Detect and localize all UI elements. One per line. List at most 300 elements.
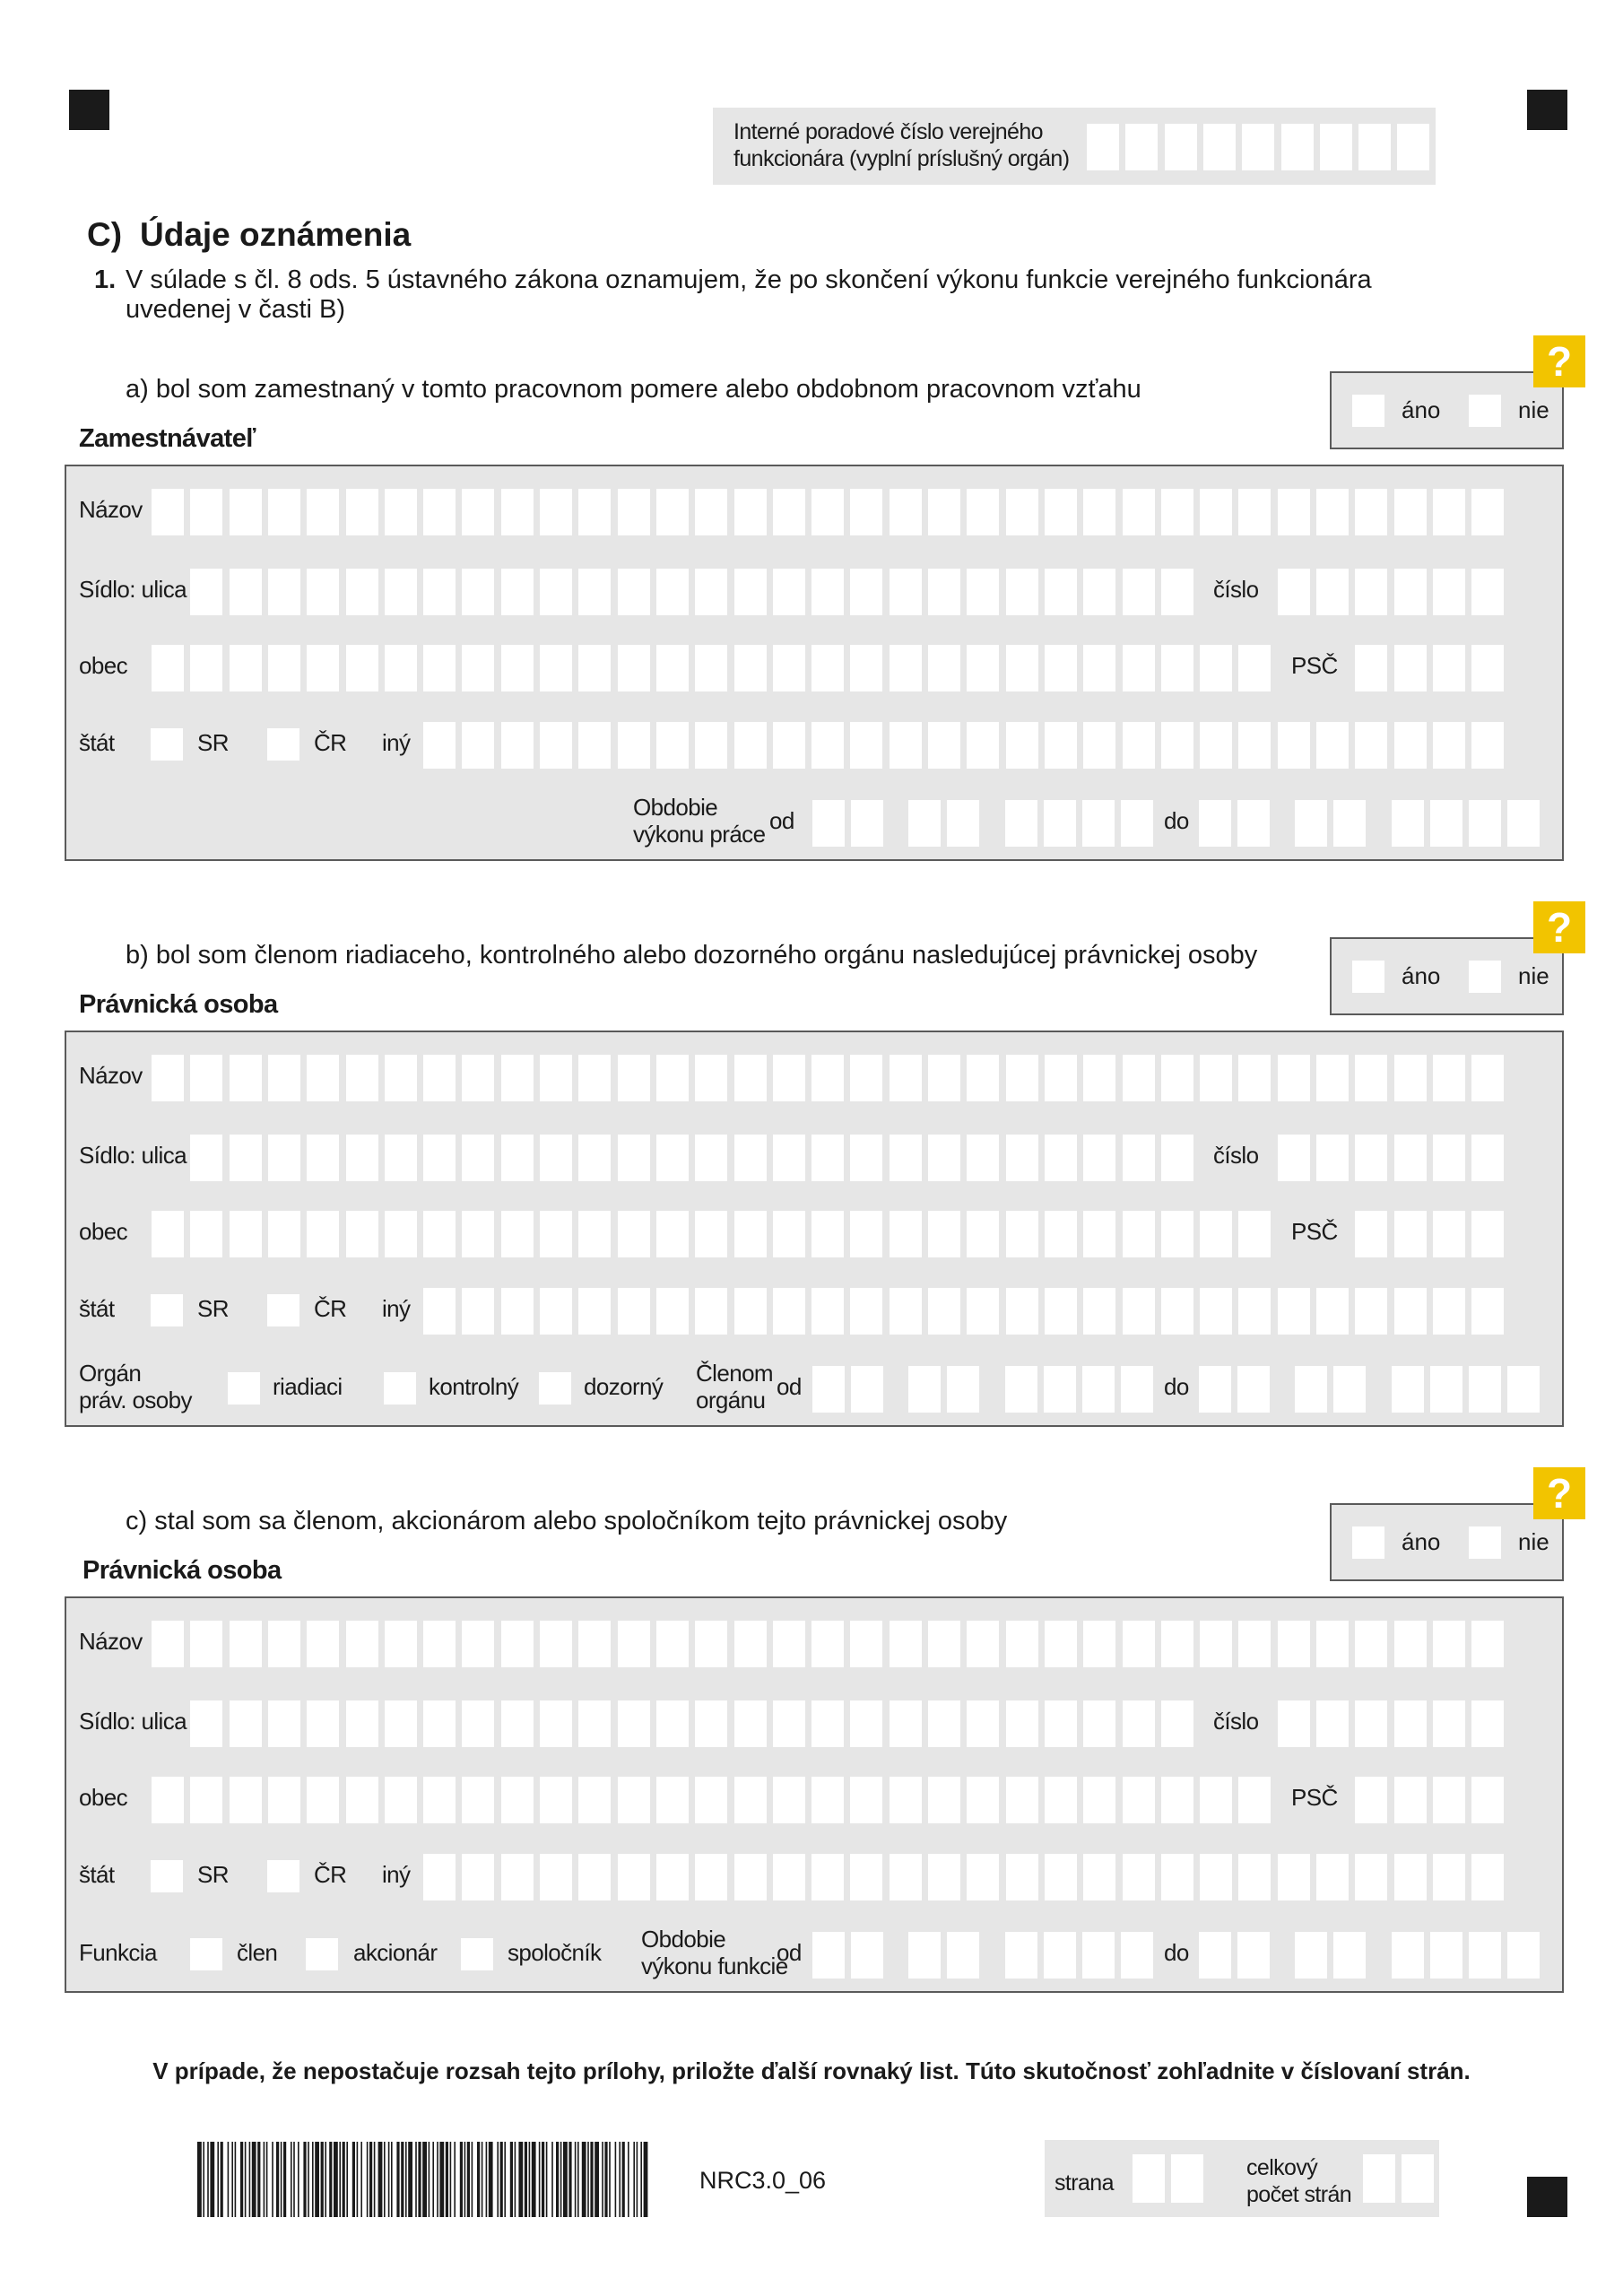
part-a-name-cell[interactable]	[152, 489, 184, 535]
part-b-other-state-cell[interactable]	[1200, 1288, 1232, 1335]
part-b-city-cell[interactable]	[850, 1211, 882, 1257]
part-a-name-cell[interactable]	[734, 489, 767, 535]
part-b-city-cell[interactable]	[501, 1211, 534, 1257]
part-b-other-state-cell[interactable]	[773, 1288, 805, 1335]
part-c-other-state-cell[interactable]	[578, 1854, 611, 1900]
part-a-other-state-cell[interactable]	[1394, 722, 1427, 769]
internal-number-cell[interactable]	[1281, 124, 1314, 170]
part-b-street-cell[interactable]	[190, 1135, 222, 1181]
part-c-date-to-cell[interactable]	[1430, 1932, 1462, 1979]
part-b-street-cell[interactable]	[656, 1135, 689, 1181]
part-c-other-state-cell[interactable]	[656, 1854, 689, 1900]
part-a-city-cell[interactable]	[1394, 645, 1427, 691]
part-b-date-from-cell[interactable]	[1005, 1366, 1037, 1413]
part-a-city-cell[interactable]	[967, 645, 999, 691]
part-a-other-state-cell[interactable]	[734, 722, 767, 769]
part-c-city-cell[interactable]	[423, 1777, 456, 1823]
part-c-date-to-cell[interactable]	[1237, 1932, 1270, 1979]
part-b-other-state-cell[interactable]	[1161, 1288, 1193, 1335]
part-a-city-cell[interactable]	[230, 645, 262, 691]
part-a-street-cell[interactable]	[773, 569, 805, 615]
part-c-name-cell[interactable]	[1278, 1621, 1310, 1667]
part-a-other-state-cell[interactable]	[1006, 722, 1038, 769]
part-a-city-cell[interactable]	[890, 645, 922, 691]
internal-number-cell[interactable]	[1087, 124, 1119, 170]
part-b-street-cell[interactable]	[1123, 1135, 1155, 1181]
part-c-name-cell[interactable]	[501, 1621, 534, 1667]
part-c-city-cell[interactable]	[230, 1777, 262, 1823]
part-a-other-state-cell[interactable]	[1083, 722, 1115, 769]
part-a-city-cell[interactable]	[1045, 645, 1077, 691]
part-a-date-to-cell[interactable]	[1295, 800, 1327, 847]
part-a-city-cell[interactable]	[1200, 645, 1232, 691]
part-c-city-cell[interactable]	[890, 1777, 922, 1823]
part-c-name-cell[interactable]	[1123, 1621, 1155, 1667]
part-c-date-from-cell[interactable]	[1044, 1932, 1076, 1979]
part-c-name-cell[interactable]	[812, 1621, 844, 1667]
part-c-date-from-cell[interactable]	[947, 1932, 979, 1979]
part-a-name-cell[interactable]	[385, 489, 417, 535]
part-a-other-state-cell[interactable]	[850, 722, 882, 769]
part-c-other-state-cell[interactable]	[423, 1854, 456, 1900]
part-b-other-state-cell[interactable]	[423, 1288, 456, 1335]
part-a-other-state-cell[interactable]	[812, 722, 844, 769]
part-c-city-cell[interactable]	[462, 1777, 494, 1823]
part-c-name-cell[interactable]	[540, 1621, 572, 1667]
part-a-street-cell[interactable]	[423, 569, 456, 615]
part-a-street-cell[interactable]	[1433, 569, 1465, 615]
part-c-city-cell[interactable]	[1045, 1777, 1077, 1823]
part-b-other-state-cell[interactable]	[1045, 1288, 1077, 1335]
part-a-date-from-cell[interactable]	[1121, 800, 1153, 847]
part-a-street-cell[interactable]	[1355, 569, 1387, 615]
part-b-name-cell[interactable]	[928, 1055, 960, 1101]
part-c-street-cell[interactable]	[656, 1700, 689, 1747]
part-c-street-cell[interactable]	[423, 1700, 456, 1747]
part-b-street-cell[interactable]	[1006, 1135, 1038, 1181]
part-a-street-cell[interactable]	[1123, 569, 1155, 615]
part-b-date-from-cell[interactable]	[851, 1366, 883, 1413]
part-b-street-cell[interactable]	[1316, 1135, 1349, 1181]
part-c-street-cell[interactable]	[1355, 1700, 1387, 1747]
part-c-city-cell[interactable]	[152, 1777, 184, 1823]
part-a-name-cell[interactable]	[346, 489, 378, 535]
part-c-name-cell[interactable]	[230, 1621, 262, 1667]
part-b-name-cell[interactable]	[268, 1055, 300, 1101]
part-b-city-cell[interactable]	[890, 1211, 922, 1257]
internal-number-cell[interactable]	[1203, 124, 1236, 170]
part-c-other-state-cell[interactable]	[501, 1854, 534, 1900]
part-c-street-cell[interactable]	[1161, 1700, 1193, 1747]
part-a-street-cell[interactable]	[346, 569, 378, 615]
part-a-street-cell[interactable]	[850, 569, 882, 615]
part-b-street-cell[interactable]	[230, 1135, 262, 1181]
part-c-other-state-cell[interactable]	[695, 1854, 727, 1900]
part-a-date-from-cell[interactable]	[1082, 800, 1115, 847]
part-a-other-state-cell[interactable]	[1200, 722, 1232, 769]
part-b-date-from-cell[interactable]	[1121, 1366, 1153, 1413]
part-c-street-cell[interactable]	[618, 1700, 650, 1747]
part-b-name-cell[interactable]	[1433, 1055, 1465, 1101]
part-a-name-cell[interactable]	[578, 489, 611, 535]
part-b-other-state-cell[interactable]	[1316, 1288, 1349, 1335]
part-c-city-cell[interactable]	[695, 1777, 727, 1823]
part-b-no-checkbox[interactable]	[1469, 961, 1501, 993]
part-c-city-cell[interactable]	[578, 1777, 611, 1823]
part-b-street-cell[interactable]	[734, 1135, 767, 1181]
part-a-city-cell[interactable]	[695, 645, 727, 691]
part-b-date-from-cell[interactable]	[908, 1366, 941, 1413]
part-b-name-cell[interactable]	[1045, 1055, 1077, 1101]
part-c-street-cell[interactable]	[230, 1700, 262, 1747]
part-c-other-state-cell[interactable]	[850, 1854, 882, 1900]
part-a-other-state-cell[interactable]	[1433, 722, 1465, 769]
part-c-city-cell[interactable]	[1200, 1777, 1232, 1823]
part-b-date-to-cell[interactable]	[1430, 1366, 1462, 1413]
part-a-street-cell[interactable]	[1006, 569, 1038, 615]
part-b-city-cell[interactable]	[967, 1211, 999, 1257]
part-a-date-from-cell[interactable]	[812, 800, 845, 847]
part-b-city-cell[interactable]	[1355, 1211, 1387, 1257]
part-c-street-cell[interactable]	[578, 1700, 611, 1747]
part-c-name-cell[interactable]	[1045, 1621, 1077, 1667]
part-b-street-cell[interactable]	[773, 1135, 805, 1181]
part-c-name-cell[interactable]	[268, 1621, 300, 1667]
total-pages-cell[interactable]	[1402, 2154, 1434, 2203]
part-b-street-cell[interactable]	[928, 1135, 960, 1181]
part-a-no-checkbox[interactable]	[1469, 395, 1501, 427]
part-c-name-cell[interactable]	[1161, 1621, 1193, 1667]
part-a-city-cell[interactable]	[1083, 645, 1115, 691]
part-c-street-cell[interactable]	[307, 1700, 339, 1747]
part-b-street-cell[interactable]	[501, 1135, 534, 1181]
part-c-city-cell[interactable]	[1161, 1777, 1193, 1823]
part-a-other-state-cell[interactable]	[1238, 722, 1271, 769]
part-a-name-cell[interactable]	[967, 489, 999, 535]
part-a-city-cell[interactable]	[773, 645, 805, 691]
part-b-street-cell[interactable]	[1045, 1135, 1077, 1181]
part-c-name-cell[interactable]	[734, 1621, 767, 1667]
part-c-name-cell[interactable]	[152, 1621, 184, 1667]
part-b-name-cell[interactable]	[540, 1055, 572, 1101]
total-pages-cell[interactable]	[1363, 2154, 1395, 2203]
part-c-other-state-cell[interactable]	[734, 1854, 767, 1900]
part-a-help-icon[interactable]: ?	[1533, 335, 1585, 387]
part-b-street-cell[interactable]	[695, 1135, 727, 1181]
part-a-name-cell[interactable]	[928, 489, 960, 535]
part-b-city-cell[interactable]	[578, 1211, 611, 1257]
part-c-street-cell[interactable]	[850, 1700, 882, 1747]
part-b-date-to-cell[interactable]	[1392, 1366, 1424, 1413]
part-b-other-state-cell[interactable]	[618, 1288, 650, 1335]
part-c-date-from-cell[interactable]	[812, 1932, 845, 1979]
part-b-name-cell[interactable]	[773, 1055, 805, 1101]
part-a-city-cell[interactable]	[1161, 645, 1193, 691]
page-number-cell[interactable]	[1133, 2154, 1165, 2203]
part-c-date-to-cell[interactable]	[1507, 1932, 1540, 1979]
part-b-street-cell[interactable]	[967, 1135, 999, 1181]
part-a-other-state-cell[interactable]	[656, 722, 689, 769]
part-a-street-cell[interactable]	[656, 569, 689, 615]
part-b-name-cell[interactable]	[1006, 1055, 1038, 1101]
part-a-street-cell[interactable]	[462, 569, 494, 615]
part-a-other-state-cell[interactable]	[1278, 722, 1310, 769]
part-a-name-cell[interactable]	[1045, 489, 1077, 535]
part-c-date-to-cell[interactable]	[1469, 1932, 1501, 1979]
part-b-name-cell[interactable]	[618, 1055, 650, 1101]
part-a-name-cell[interactable]	[1394, 489, 1427, 535]
part-b-sr-checkbox[interactable]	[151, 1294, 183, 1326]
part-c-city-cell[interactable]	[1471, 1777, 1504, 1823]
part-a-name-cell[interactable]	[540, 489, 572, 535]
part-c-other-state-cell[interactable]	[773, 1854, 805, 1900]
part-c-name-cell[interactable]	[462, 1621, 494, 1667]
part-c-street-cell[interactable]	[1045, 1700, 1077, 1747]
part-c-name-cell[interactable]	[1355, 1621, 1387, 1667]
part-a-street-cell[interactable]	[307, 569, 339, 615]
part-b-name-cell[interactable]	[423, 1055, 456, 1101]
part-b-street-cell[interactable]	[890, 1135, 922, 1181]
part-a-city-cell[interactable]	[734, 645, 767, 691]
part-c-name-cell[interactable]	[1394, 1621, 1427, 1667]
part-c-name-cell[interactable]	[1083, 1621, 1115, 1667]
part-c-name-cell[interactable]	[385, 1621, 417, 1667]
part-b-name-cell[interactable]	[578, 1055, 611, 1101]
part-c-other-state-cell[interactable]	[812, 1854, 844, 1900]
part-b-other-state-cell[interactable]	[1083, 1288, 1115, 1335]
part-a-other-state-cell[interactable]	[890, 722, 922, 769]
part-c-date-to-cell[interactable]	[1392, 1932, 1424, 1979]
part-c-name-cell[interactable]	[307, 1621, 339, 1667]
part-a-date-to-cell[interactable]	[1237, 800, 1270, 847]
part-c-other-state-cell[interactable]	[1394, 1854, 1427, 1900]
part-a-other-state-cell[interactable]	[540, 722, 572, 769]
part-c-street-cell[interactable]	[812, 1700, 844, 1747]
part-a-street-cell[interactable]	[695, 569, 727, 615]
part-b-street-cell[interactable]	[346, 1135, 378, 1181]
part-b-city-cell[interactable]	[268, 1211, 300, 1257]
part-b-name-cell[interactable]	[1123, 1055, 1155, 1101]
part-a-date-to-cell[interactable]	[1199, 800, 1231, 847]
part-c-other-state-cell[interactable]	[1238, 1854, 1271, 1900]
part-c-city-cell[interactable]	[501, 1777, 534, 1823]
part-b-other-state-cell[interactable]	[462, 1288, 494, 1335]
part-c-city-cell[interactable]	[385, 1777, 417, 1823]
part-b-street-cell[interactable]	[1471, 1135, 1504, 1181]
part-c-other-state-cell[interactable]	[1200, 1854, 1232, 1900]
part-a-name-cell[interactable]	[1161, 489, 1193, 535]
part-c-other-state-cell[interactable]	[967, 1854, 999, 1900]
part-c-name-cell[interactable]	[656, 1621, 689, 1667]
part-b-street-cell[interactable]	[618, 1135, 650, 1181]
part-a-city-cell[interactable]	[346, 645, 378, 691]
part-c-city-cell[interactable]	[967, 1777, 999, 1823]
part-a-street-cell[interactable]	[890, 569, 922, 615]
part-b-city-cell[interactable]	[1200, 1211, 1232, 1257]
internal-number-cell[interactable]	[1358, 124, 1391, 170]
part-a-other-state-cell[interactable]	[928, 722, 960, 769]
part-c-help-icon[interactable]: ?	[1533, 1467, 1585, 1519]
part-a-date-to-cell[interactable]	[1333, 800, 1366, 847]
part-a-date-to-cell[interactable]	[1507, 800, 1540, 847]
part-a-city-cell[interactable]	[618, 645, 650, 691]
part-b-name-cell[interactable]	[501, 1055, 534, 1101]
internal-number-cell[interactable]	[1397, 124, 1429, 170]
part-a-name-cell[interactable]	[1200, 489, 1232, 535]
part-a-name-cell[interactable]	[1433, 489, 1465, 535]
part-a-sr-checkbox[interactable]	[151, 728, 183, 761]
part-b-other-state-cell[interactable]	[1355, 1288, 1387, 1335]
part-c-city-cell[interactable]	[307, 1777, 339, 1823]
part-c-street-cell[interactable]	[190, 1700, 222, 1747]
part-b-other-state-cell[interactable]	[850, 1288, 882, 1335]
part-a-other-state-cell[interactable]	[1123, 722, 1155, 769]
part-b-other-state-cell[interactable]	[540, 1288, 572, 1335]
part-a-street-cell[interactable]	[190, 569, 222, 615]
part-b-city-cell[interactable]	[230, 1211, 262, 1257]
part-b-other-state-cell[interactable]	[1471, 1288, 1504, 1335]
part-b-city-cell[interactable]	[1433, 1211, 1465, 1257]
part-c-name-cell[interactable]	[1471, 1621, 1504, 1667]
part-b-city-cell[interactable]	[773, 1211, 805, 1257]
part-c-street-cell[interactable]	[346, 1700, 378, 1747]
part-c-street-cell[interactable]	[462, 1700, 494, 1747]
part-a-city-cell[interactable]	[850, 645, 882, 691]
part-a-street-cell[interactable]	[1045, 569, 1077, 615]
part-c-city-cell[interactable]	[1355, 1777, 1387, 1823]
internal-number-cell[interactable]	[1165, 124, 1197, 170]
part-a-other-state-cell[interactable]	[695, 722, 727, 769]
part-c-city-cell[interactable]	[1006, 1777, 1038, 1823]
part-b-name-cell[interactable]	[695, 1055, 727, 1101]
part-b-date-to-cell[interactable]	[1469, 1366, 1501, 1413]
part-b-name-cell[interactable]	[656, 1055, 689, 1101]
part-b-name-cell[interactable]	[1083, 1055, 1115, 1101]
part-a-name-cell[interactable]	[190, 489, 222, 535]
part-c-name-cell[interactable]	[346, 1621, 378, 1667]
part-b-date-from-cell[interactable]	[812, 1366, 845, 1413]
part-b-street-cell[interactable]	[540, 1135, 572, 1181]
part-b-city-cell[interactable]	[1083, 1211, 1115, 1257]
part-c-name-cell[interactable]	[1200, 1621, 1232, 1667]
part-b-other-state-cell[interactable]	[812, 1288, 844, 1335]
part-c-date-to-cell[interactable]	[1333, 1932, 1366, 1979]
part-a-street-cell[interactable]	[1471, 569, 1504, 615]
part-c-other-state-cell[interactable]	[1045, 1854, 1077, 1900]
part-b-name-cell[interactable]	[462, 1055, 494, 1101]
part-b-other-state-cell[interactable]	[928, 1288, 960, 1335]
part-a-city-cell[interactable]	[1123, 645, 1155, 691]
part-c-city-cell[interactable]	[1123, 1777, 1155, 1823]
part-a-other-state-cell[interactable]	[1316, 722, 1349, 769]
part-a-name-cell[interactable]	[850, 489, 882, 535]
part-c-name-cell[interactable]	[618, 1621, 650, 1667]
part-b-other-state-cell[interactable]	[1006, 1288, 1038, 1335]
part-c-city-cell[interactable]	[928, 1777, 960, 1823]
part-a-name-cell[interactable]	[230, 489, 262, 535]
part-b-street-cell[interactable]	[1355, 1135, 1387, 1181]
part-b-supervisory-checkbox[interactable]	[539, 1372, 571, 1405]
part-c-city-cell[interactable]	[346, 1777, 378, 1823]
part-b-city-cell[interactable]	[812, 1211, 844, 1257]
part-a-city-cell[interactable]	[1355, 645, 1387, 691]
part-a-name-cell[interactable]	[423, 489, 456, 535]
part-c-name-cell[interactable]	[928, 1621, 960, 1667]
part-b-other-state-cell[interactable]	[1238, 1288, 1271, 1335]
part-b-city-cell[interactable]	[1471, 1211, 1504, 1257]
part-c-street-cell[interactable]	[928, 1700, 960, 1747]
part-c-name-cell[interactable]	[190, 1621, 222, 1667]
part-c-sr-checkbox[interactable]	[151, 1860, 183, 1892]
part-b-other-state-cell[interactable]	[501, 1288, 534, 1335]
part-c-city-cell[interactable]	[190, 1777, 222, 1823]
part-a-street-cell[interactable]	[578, 569, 611, 615]
part-b-name-cell[interactable]	[812, 1055, 844, 1101]
part-b-name-cell[interactable]	[346, 1055, 378, 1101]
part-c-other-state-cell[interactable]	[1278, 1854, 1310, 1900]
part-b-date-to-cell[interactable]	[1507, 1366, 1540, 1413]
part-a-city-cell[interactable]	[812, 645, 844, 691]
part-a-street-cell[interactable]	[1394, 569, 1427, 615]
part-a-other-state-cell[interactable]	[1355, 722, 1387, 769]
part-a-name-cell[interactable]	[1471, 489, 1504, 535]
part-b-name-cell[interactable]	[385, 1055, 417, 1101]
part-c-street-cell[interactable]	[967, 1700, 999, 1747]
part-c-other-state-cell[interactable]	[890, 1854, 922, 1900]
part-a-city-cell[interactable]	[1471, 645, 1504, 691]
part-c-city-cell[interactable]	[1083, 1777, 1115, 1823]
part-c-street-cell[interactable]	[1433, 1700, 1465, 1747]
part-b-street-cell[interactable]	[850, 1135, 882, 1181]
part-b-street-cell[interactable]	[1083, 1135, 1115, 1181]
internal-number-cell[interactable]	[1125, 124, 1158, 170]
part-c-city-cell[interactable]	[656, 1777, 689, 1823]
part-b-yes-checkbox[interactable]	[1352, 961, 1384, 993]
part-a-name-cell[interactable]	[1355, 489, 1387, 535]
part-b-street-cell[interactable]	[1394, 1135, 1427, 1181]
part-a-cr-checkbox[interactable]	[267, 728, 299, 761]
part-b-name-cell[interactable]	[307, 1055, 339, 1101]
part-b-other-state-cell[interactable]	[1433, 1288, 1465, 1335]
part-a-street-cell[interactable]	[268, 569, 300, 615]
part-c-street-cell[interactable]	[385, 1700, 417, 1747]
part-c-street-cell[interactable]	[1006, 1700, 1038, 1747]
part-b-date-to-cell[interactable]	[1333, 1366, 1366, 1413]
part-a-name-cell[interactable]	[1006, 489, 1038, 535]
part-a-city-cell[interactable]	[656, 645, 689, 691]
part-a-street-cell[interactable]	[928, 569, 960, 615]
part-c-date-to-cell[interactable]	[1295, 1932, 1327, 1979]
part-a-city-cell[interactable]	[268, 645, 300, 691]
part-a-other-state-cell[interactable]	[967, 722, 999, 769]
part-b-street-cell[interactable]	[1278, 1135, 1310, 1181]
part-c-street-cell[interactable]	[1123, 1700, 1155, 1747]
part-a-name-cell[interactable]	[618, 489, 650, 535]
part-a-other-state-cell[interactable]	[773, 722, 805, 769]
part-b-other-state-cell[interactable]	[578, 1288, 611, 1335]
part-b-other-state-cell[interactable]	[1394, 1288, 1427, 1335]
part-b-city-cell[interactable]	[423, 1211, 456, 1257]
part-b-city-cell[interactable]	[1161, 1211, 1193, 1257]
part-c-date-to-cell[interactable]	[1199, 1932, 1231, 1979]
part-a-city-cell[interactable]	[1433, 645, 1465, 691]
part-a-name-cell[interactable]	[773, 489, 805, 535]
part-b-name-cell[interactable]	[890, 1055, 922, 1101]
part-a-date-to-cell[interactable]	[1392, 800, 1424, 847]
part-c-name-cell[interactable]	[773, 1621, 805, 1667]
part-b-street-cell[interactable]	[385, 1135, 417, 1181]
part-c-name-cell[interactable]	[1006, 1621, 1038, 1667]
